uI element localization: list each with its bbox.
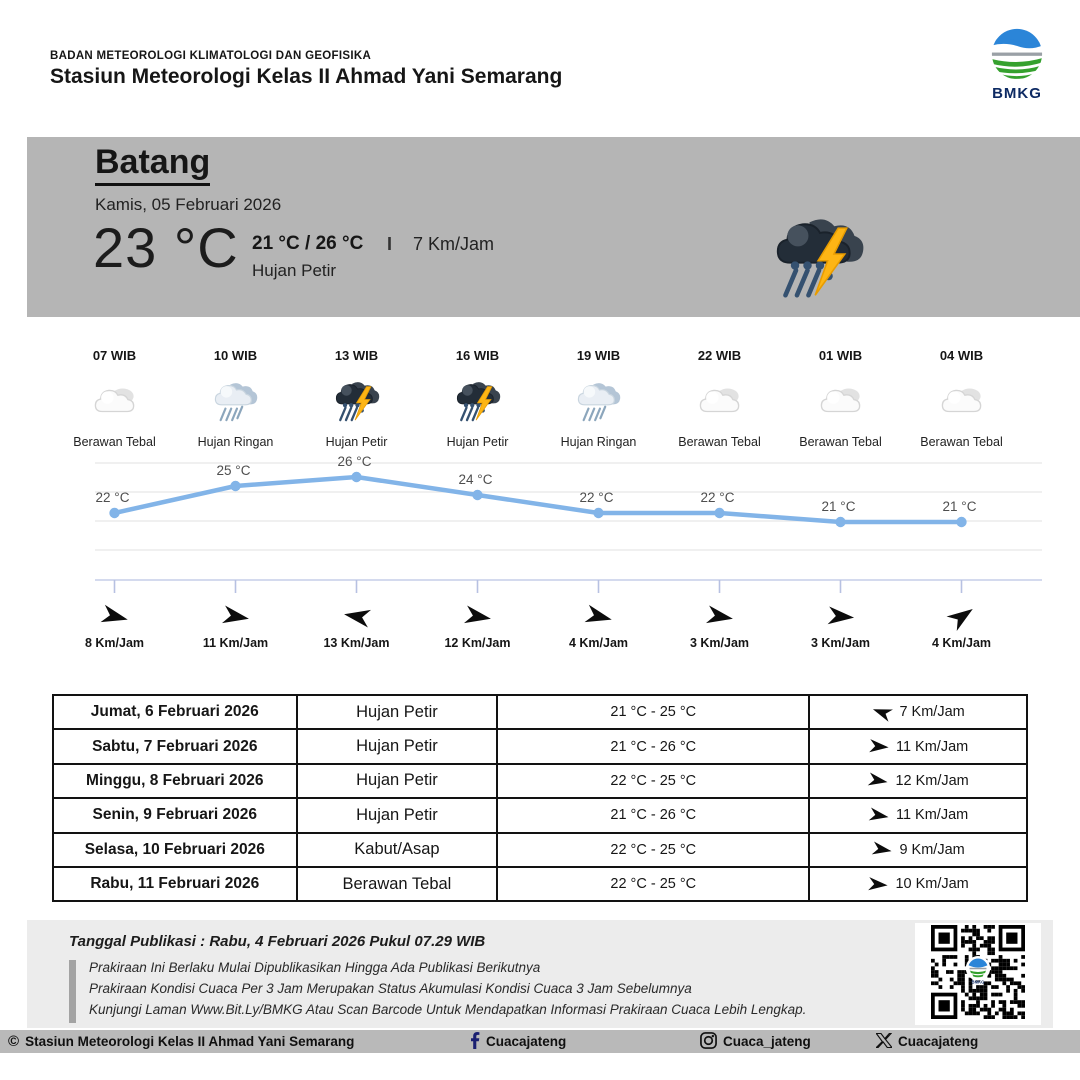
daily-date: Sabtu, 7 Februari 2026 <box>53 729 297 763</box>
weather-icon-cell <box>659 369 780 431</box>
daily-wind <box>809 867 1027 901</box>
wind-direction-arrow-icon <box>703 602 737 630</box>
wind-direction-arrow-icon <box>866 771 891 792</box>
wind-direction-arrow-icon <box>461 602 495 630</box>
daily-date: Minggu, 8 Februari 2026 <box>53 764 297 798</box>
daily-temp-range: 21 °C - 25 °C <box>497 695 809 729</box>
facebook-icon <box>470 1032 480 1052</box>
copyright-icon: © <box>8 1033 20 1050</box>
daily-temp-range: 21 °C - 26 °C <box>497 798 809 832</box>
daily-temp-range: 22 °C - 25 °C <box>497 833 809 867</box>
footer-note: Prakiraan Kondisi Cuaca Per 3 Jam Merupakan Status Akumulasi Kondisi Cuaca 3 Jam Sebelumnya <box>89 981 692 996</box>
publication-label: Tanggal Publikasi : <box>69 933 206 950</box>
thunderstorm-icon <box>453 377 503 423</box>
thunderstorm-icon <box>332 377 382 423</box>
x-text: Cuacajateng <box>898 1034 979 1049</box>
svg-text:25 °C: 25 °C <box>216 463 251 478</box>
table-row <box>53 764 1027 798</box>
wind-speed-label: 12 Km/Jam <box>444 636 511 650</box>
daily-wind <box>809 833 1027 867</box>
wind-strip <box>54 600 1022 650</box>
weather-icon-cell <box>901 369 1022 431</box>
svg-text:21 °C: 21 °C <box>821 499 856 514</box>
svg-text:22 °C: 22 °C <box>700 490 735 505</box>
wind-speed-label: 4 Km/Jam <box>568 636 629 650</box>
wind-column <box>538 600 659 650</box>
weather-icon-cell <box>296 369 417 431</box>
wind-column <box>417 600 538 650</box>
instagram-icon <box>700 1032 717 1052</box>
hourly-column <box>659 348 780 449</box>
svg-text:24 °C: 24 °C <box>458 472 493 487</box>
daily-condition: Berawan Tebal <box>297 867 498 901</box>
wind-column <box>901 600 1022 650</box>
svg-text:BMKG: BMKG <box>971 978 985 984</box>
daily-condition: Hujan Petir <box>297 764 498 798</box>
svg-text:22 °C: 22 °C <box>579 490 614 505</box>
bmkg-logo-icon <box>989 26 1045 82</box>
temperature-chart <box>0 455 1080 600</box>
wind-direction-arrow-icon <box>340 602 374 630</box>
daily-wind-label: 12 Km/Jam <box>895 772 969 789</box>
current-temperature: 23 °C <box>93 216 239 279</box>
daily-condition: Hujan Petir <box>297 798 498 832</box>
cloud-thick-icon <box>816 379 866 422</box>
daily-date: Jumat, 6 Februari 2026 <box>53 695 297 729</box>
daily-temp-range: 22 °C - 25 °C <box>497 764 809 798</box>
wind-direction-arrow-icon <box>867 805 892 826</box>
svg-text:26 °C: 26 °C <box>337 455 372 469</box>
daily-date: Rabu, 11 Februari 2026 <box>53 867 297 901</box>
table-row <box>53 729 1027 763</box>
condition-label: Hujan Ringan <box>560 435 637 449</box>
qr-code <box>931 925 1025 1024</box>
wind-speed-label: 11 Km/Jam <box>202 636 269 650</box>
daily-wind <box>809 729 1027 763</box>
daily-wind <box>809 695 1027 729</box>
daily-wind <box>809 764 1027 798</box>
hour-label: 10 WIB <box>213 348 258 363</box>
table-row <box>53 798 1027 832</box>
hour-label: 01 WIB <box>818 348 863 363</box>
daily-condition: Hujan Petir <box>297 695 498 729</box>
light-rain-icon <box>211 377 261 423</box>
hourly-column <box>538 348 659 449</box>
publication-date <box>69 933 485 950</box>
svg-text:21 °C: 21 °C <box>942 499 977 514</box>
table-row <box>53 833 1027 867</box>
station-name: Stasiun Meteorologi Kelas II Ahmad Yani Semarang <box>50 65 563 88</box>
condition-label: Berawan Tebal <box>73 435 156 449</box>
condition-label: Hujan Petir <box>325 435 388 449</box>
bmkg-logo <box>980 26 1054 102</box>
table-row <box>53 695 1027 729</box>
weather-icon-cell <box>780 369 901 431</box>
daily-wind <box>809 798 1027 832</box>
condition-label: Hujan Ringan <box>197 435 274 449</box>
hour-label: 16 WIB <box>455 348 500 363</box>
forecast-date: Kamis, 05 Februari 2026 <box>95 195 282 214</box>
wind-direction-arrow-icon <box>219 602 253 630</box>
hour-label: 04 WIB <box>939 348 984 363</box>
publication-value: Rabu, 4 Februari 2026 Pukul 07.29 WIB <box>209 933 486 950</box>
condition-label: Hujan Petir <box>446 435 509 449</box>
wind-speed-label: 13 Km/Jam <box>323 636 390 650</box>
wind-speed-label: 8 Km/Jam <box>84 636 145 650</box>
footer-note: Kunjungi Laman Www.Bit.Ly/BMKG Atau Scan Barcode Untuk Mendapatkan Informasi Prakiraan Cuaca Lebih Lengkap. <box>89 1002 807 1017</box>
svg-text:22 °C: 22 °C <box>95 490 130 505</box>
hourly-column <box>901 348 1022 449</box>
daily-wind-label: 11 Km/Jam <box>895 738 969 755</box>
wind-direction-arrow-icon <box>870 839 895 860</box>
temperature-range: 21 °C / 26 °C <box>252 233 364 254</box>
copyright-credit <box>8 1030 354 1053</box>
wind-column <box>659 600 780 650</box>
wind-column <box>54 600 175 650</box>
wind-speed-label: 3 Km/Jam <box>810 636 871 650</box>
table-row <box>53 867 1027 901</box>
separator-bar: I <box>387 234 393 254</box>
current-condition: Hujan Petir <box>252 261 337 280</box>
hour-label: 13 WIB <box>334 348 379 363</box>
daily-wind-label: 11 Km/Jam <box>895 807 969 824</box>
qr-code-card <box>915 923 1041 1025</box>
agency-name: BADAN METEOROLOGI KLIMATOLOGI DAN GEOFISIKA <box>50 50 372 62</box>
current-weather-icon <box>769 209 869 306</box>
wind-direction-arrow-icon <box>867 875 890 894</box>
daily-temp-range: 22 °C - 25 °C <box>497 867 809 901</box>
wind-speed-label: 4 Km/Jam <box>931 636 992 650</box>
hourly-column <box>780 348 901 449</box>
weather-icon-cell <box>538 369 659 431</box>
facebook-handle[interactable] <box>470 1030 566 1053</box>
wind-column <box>175 600 296 650</box>
hourly-strip <box>54 348 1022 449</box>
daily-wind-label: 10 Km/Jam <box>895 876 969 893</box>
wind-direction-arrow-icon <box>867 737 890 756</box>
hour-label: 22 WIB <box>697 348 742 363</box>
thunderstorm-icon <box>769 209 869 301</box>
wind-column <box>780 600 901 650</box>
hourly-column <box>54 348 175 449</box>
city-name: Batang <box>95 143 210 186</box>
daily-date: Selasa, 10 Februari 2026 <box>53 833 297 867</box>
cloud-thick-icon <box>695 379 745 422</box>
footer-note: Prakiraan Ini Berlaku Mulai Dipublikasikan Hingga Ada Publikasi Berikutnya <box>89 960 541 975</box>
condition-label: Berawan Tebal <box>799 435 882 449</box>
hourly-column <box>417 348 538 449</box>
wind-direction-arrow-icon <box>581 601 616 631</box>
weather-icon-cell <box>175 369 296 431</box>
daily-condition: Hujan Petir <box>297 729 498 763</box>
copyright-text: Stasiun Meteorologi Kelas II Ahmad Yani Semarang <box>25 1034 355 1049</box>
bmkg-logo-label: BMKG <box>992 85 1042 102</box>
hour-label: 19 WIB <box>576 348 621 363</box>
publication-footer <box>27 920 1053 1028</box>
current-conditions-banner <box>27 137 1080 317</box>
cloud-thick-icon <box>937 379 987 422</box>
wind-direction-arrow-icon <box>97 601 132 631</box>
cloud-thick-icon <box>90 379 140 422</box>
wind-speed-label: 3 Km/Jam <box>689 636 750 650</box>
daily-wind-label: 7 Km/Jam <box>899 704 965 721</box>
wind-direction-arrow-icon <box>869 700 895 723</box>
weather-icon-cell <box>417 369 538 431</box>
hourly-column <box>175 348 296 449</box>
daily-forecast-table <box>52 694 1028 902</box>
condition-label: Berawan Tebal <box>678 435 761 449</box>
hourly-column <box>296 348 417 449</box>
wind-column <box>296 600 417 650</box>
instagram-handle[interactable] <box>700 1030 811 1053</box>
x-icon <box>876 1033 892 1051</box>
daily-condition: Kabut/Asap <box>297 833 498 867</box>
daily-date: Senin, 9 Februari 2026 <box>53 798 297 832</box>
weather-icon-cell <box>54 369 175 431</box>
footer-notes <box>69 960 806 1023</box>
facebook-text: Cuacajateng <box>486 1034 567 1049</box>
current-wind-speed: 7 Km/Jam <box>413 234 495 254</box>
condition-label: Berawan Tebal <box>920 435 1003 449</box>
x-handle[interactable] <box>876 1030 978 1053</box>
light-rain-icon <box>574 377 624 423</box>
social-bar <box>0 1030 1080 1053</box>
wind-direction-arrow-icon <box>943 598 981 634</box>
instagram-text: Cuaca_jateng <box>723 1034 811 1049</box>
daily-wind-label: 9 Km/Jam <box>899 841 965 858</box>
hour-label: 07 WIB <box>92 348 137 363</box>
wind-direction-arrow-icon <box>825 603 857 629</box>
daily-temp-range: 21 °C - 26 °C <box>497 729 809 763</box>
